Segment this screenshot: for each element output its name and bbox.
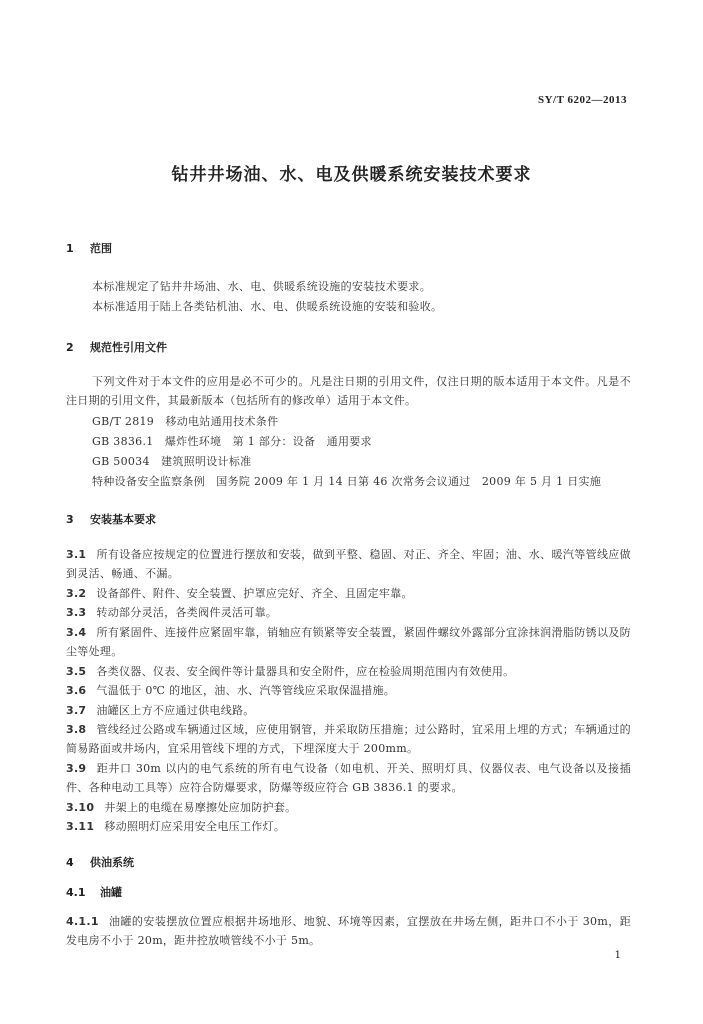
clause-3-1	[66, 545, 631, 583]
standard-code: SY/T 6202—2013	[537, 94, 627, 106]
clause-3-10	[66, 798, 631, 817]
clause-number: 3.1	[66, 548, 87, 561]
clause-text: 移动照明灯应采用安全电压工作灯。	[104, 820, 286, 833]
paragraph: 本标准适用于陆上各类钻机油、水、电、供暖系统设施的安装和验收。	[92, 300, 443, 313]
clause-text: 油罐区上方不应通过供电线路。	[96, 704, 255, 717]
clause-text: 井架上的电缆在易摩擦处应加防护套。	[104, 801, 297, 814]
clause-text: 各类仪器、仪表、安全阀件等计量器具和安全附件，应在检验周期范围内有效使用。	[96, 665, 515, 678]
clause-text: 设备部件、附件、安全装置、护罩应完好、齐全、且固定牢靠。	[96, 587, 413, 600]
section-number: 3	[66, 513, 74, 526]
paragraph: 本标准规定了钻井井场油、水、电、供暖系统设施的安装技术要求。	[92, 280, 431, 293]
section-title: 范围	[90, 242, 112, 255]
clause-text: 所有设备应按规定的位置进行摆放和安装，做到平整、稳固、对正、齐全、牢固；油、水、暖汽等管线应做到灵活、畅通、不漏。	[66, 548, 631, 580]
reference-item: 特种设备安全监察条例 国务院 2009 年 1 月 14 日第 46 次常务会议通过 2009 年 5 月 1 日实施	[92, 475, 602, 488]
section-number: 1	[66, 242, 74, 255]
section-title: 规范性引用文件	[90, 341, 167, 354]
clause-3-5	[66, 662, 631, 681]
clause-number: 3.4	[66, 626, 87, 639]
section-4-heading	[66, 854, 134, 870]
clause-3-9	[66, 759, 631, 797]
section-2-heading	[66, 339, 167, 355]
clause-number: 3.6	[66, 684, 87, 697]
clause-text: 所有紧固件、连接件应紧固牢靠，销轴应有锁紧等安全装置，紧固件螺纹外露部分宜涂抹润滑脂防锈以及防尘等处理。	[66, 626, 631, 658]
clause-4-1-1	[66, 912, 631, 950]
clause-text: 管线经过公路或车辆通过区域，应使用钢管，并采取防压措施；过公路时，宜采用上埋的方式；车辆通过的简易路面或井场内，宜采用管线下埋的方式，下埋深度大于 200mm。	[66, 723, 631, 755]
clause-number: 4.1.1	[66, 915, 99, 928]
reference-item: GB 3836.1 爆炸性环境 第 1 部分：设备 通用要求	[92, 435, 372, 448]
clause-number: 3.2	[66, 587, 87, 600]
clause-number: 3.10	[66, 801, 95, 814]
clause-text: 油罐的安装摆放位置应根据井场地形、地貌、环境等因素，宜摆放在井场左侧，距井口不小于 30m，距发电房不小于 20m，距井控放喷管线不小于 5m。	[66, 915, 631, 947]
clause-3-6	[66, 681, 631, 700]
clause-number: 3.7	[66, 704, 87, 717]
subsection-number: 4.1	[66, 886, 86, 899]
section-number: 4	[66, 856, 74, 869]
clause-3-7	[66, 701, 631, 720]
reference-item: GB/T 2819 移动电站通用技术条件	[92, 415, 279, 428]
section-3-heading	[66, 511, 156, 527]
clause-3-4	[66, 623, 631, 661]
section-title: 供油系统	[90, 856, 134, 869]
section-title: 安装基本要求	[90, 513, 156, 526]
page-number: 1	[614, 950, 621, 961]
clause-3-2	[66, 584, 631, 603]
clause-number: 3.11	[66, 820, 95, 833]
subsection-4-1-heading	[66, 884, 122, 900]
paragraph: 下列文件对于本文件的应用是必不可少的。凡是注日期的引用文件，仅注日期的版本适用于本文件。凡是不注日期的引用文件，其最新版本（包括所有的修改单）适用于本文件。	[66, 375, 631, 407]
clause-3-8	[66, 720, 631, 758]
section-1-heading	[66, 240, 112, 256]
reference-item: GB 50034 建筑照明设计标准	[92, 455, 252, 468]
subsection-title: 油罐	[100, 886, 122, 899]
clause-number: 3.9	[66, 762, 87, 775]
section-number: 2	[66, 341, 74, 354]
clause-text: 转动部分灵活，各类阀件灵活可靠。	[96, 606, 278, 619]
clause-number: 3.3	[66, 606, 87, 619]
clause-text: 距井口 30m 以内的电气系统的所有电气设备（如电机、开关、照明灯具、仪器仪表、电气设备以及接插件、各种电动工具等）应符合防爆要求，防爆等级应符合 GB 3836.1 的要求。	[66, 762, 631, 794]
clause-number: 3.8	[66, 723, 87, 736]
clause-text: 气温低于 0℃ 的地区，油、水、汽等管线应采取保温措施。	[96, 684, 396, 697]
clause-number: 3.5	[66, 665, 87, 678]
clause-3-3	[66, 603, 631, 622]
clause-3-11	[66, 817, 631, 836]
document-title: 钻井井场油、水、电及供暖系统安装技术要求	[171, 165, 532, 185]
